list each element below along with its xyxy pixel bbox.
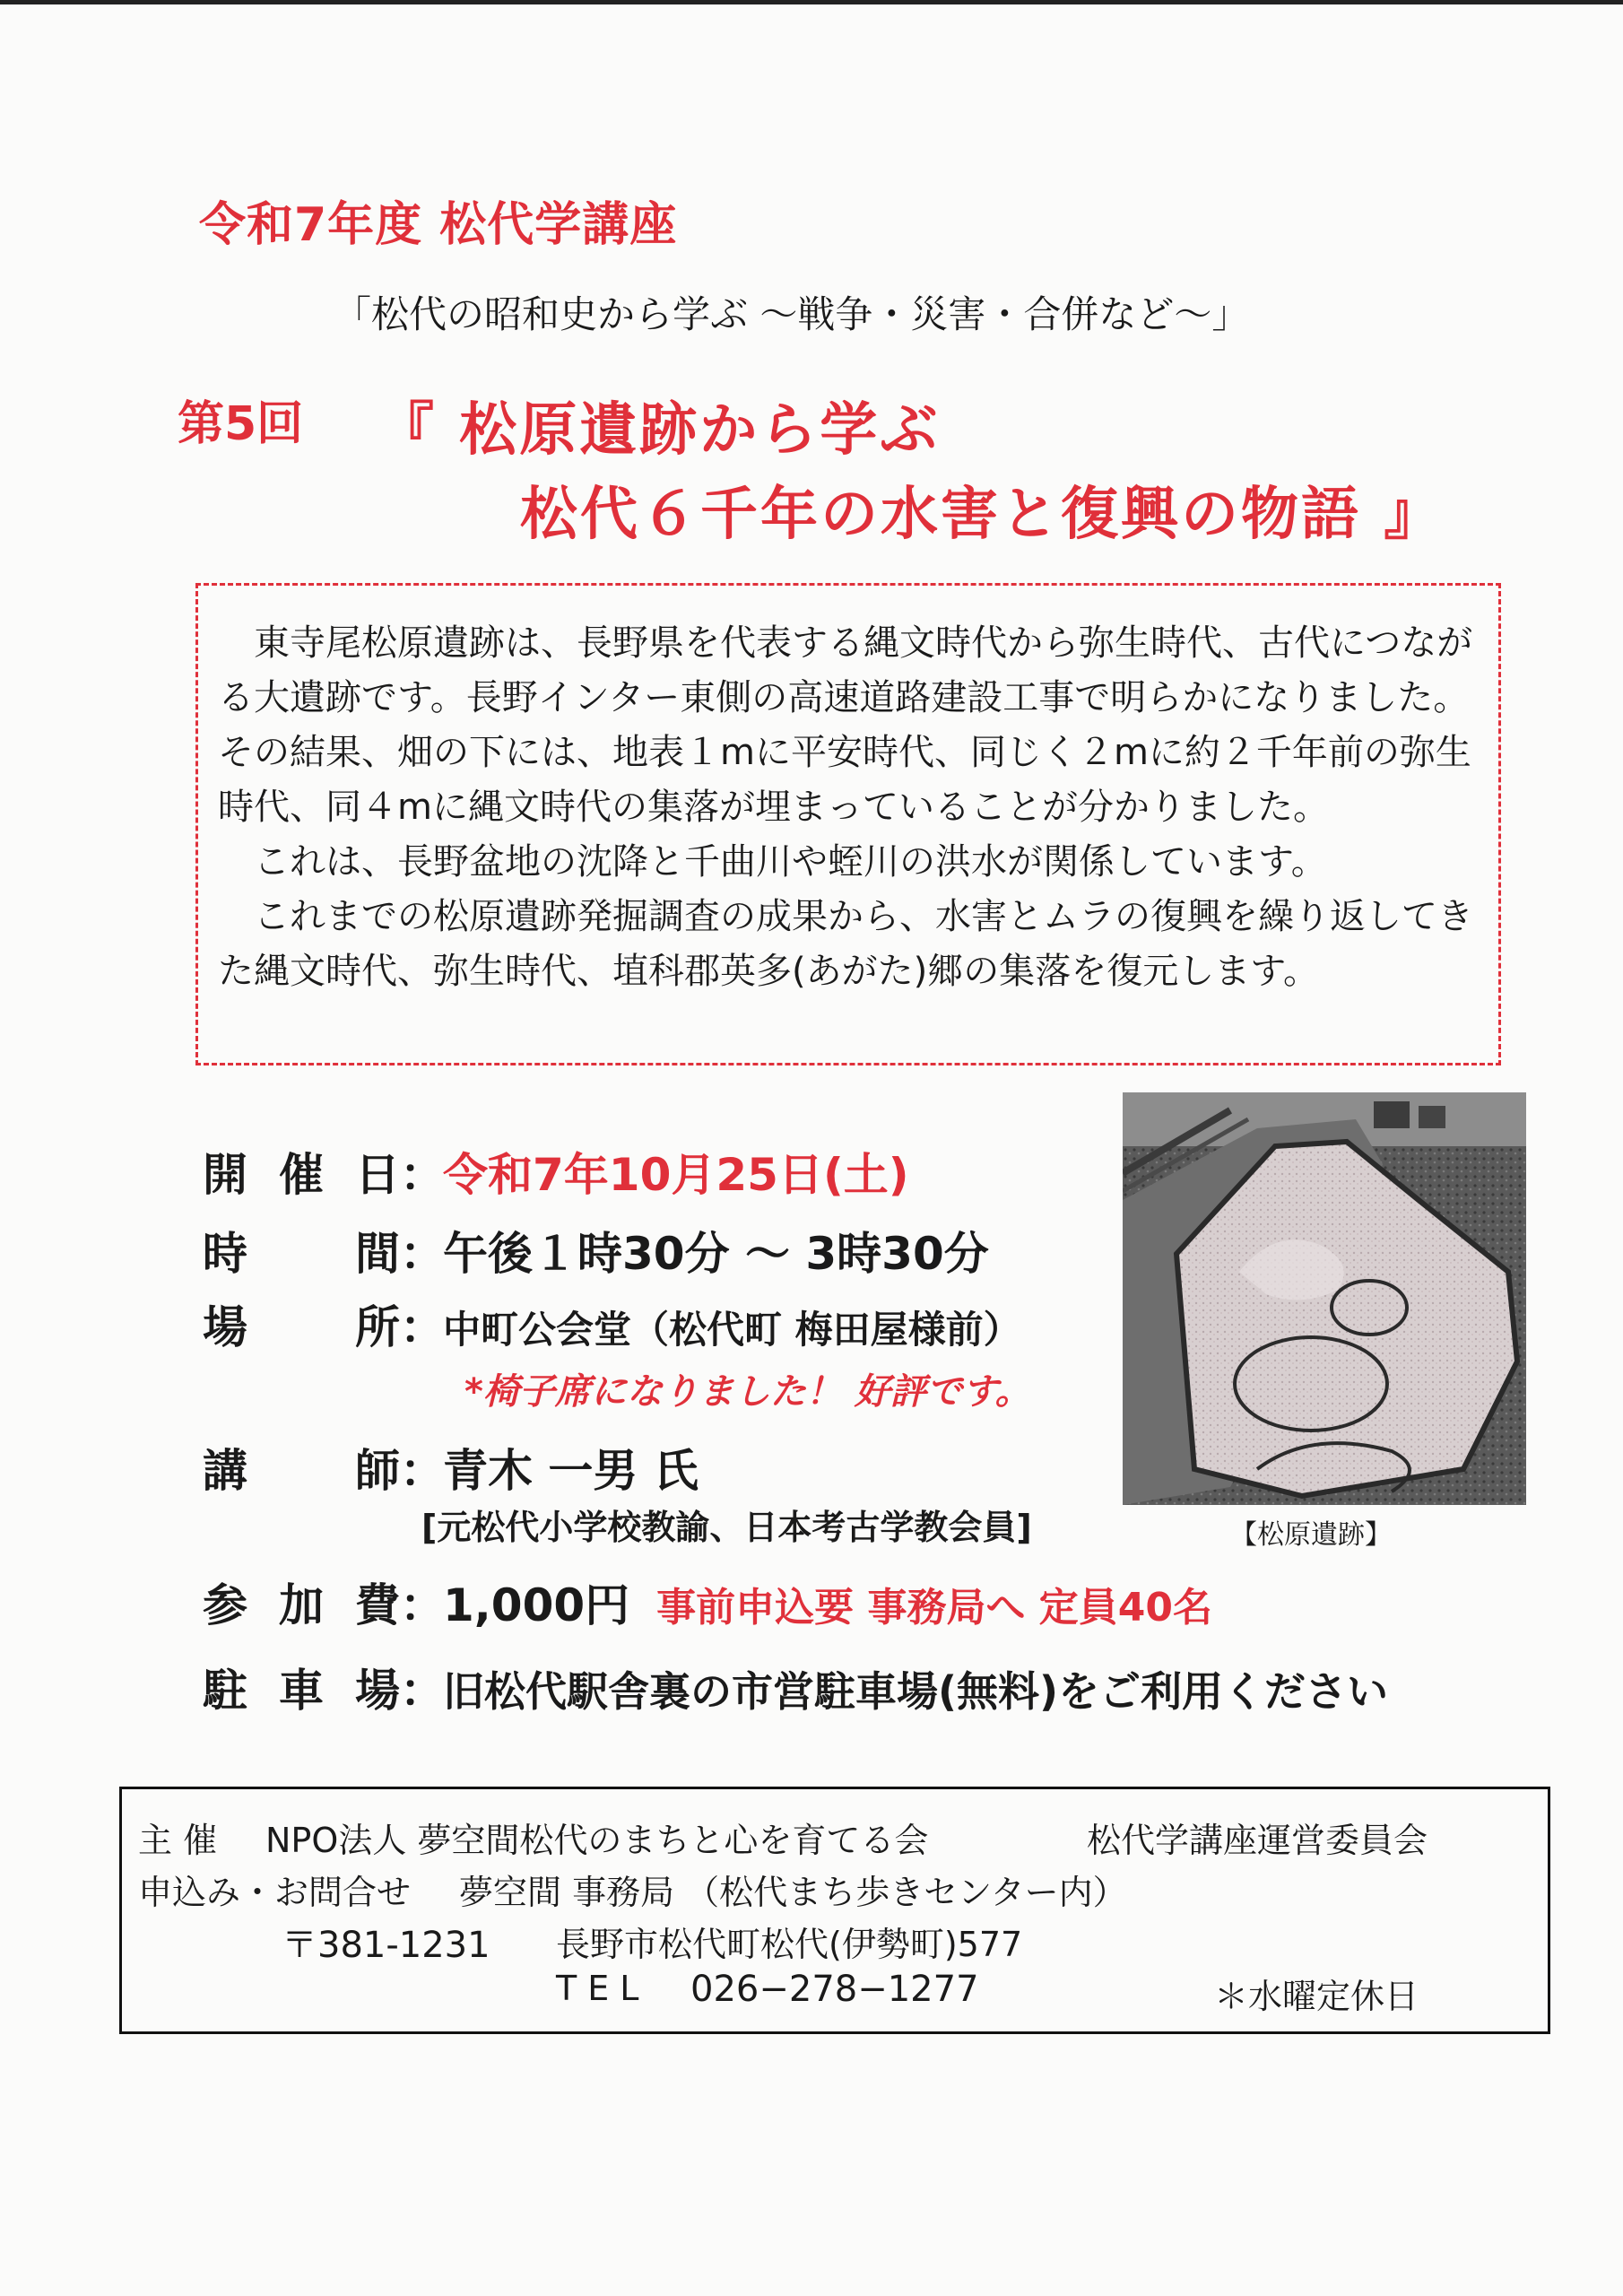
date-label: 開催日 xyxy=(203,1149,400,1201)
tel-number: 026−278−1277 xyxy=(690,1969,979,2010)
time-row xyxy=(203,1218,989,1283)
description-paragraph: これまでの松原遺跡発掘調査の成果から、水害とムラの復興を繰り返してきた縄文時代、弥生時代、埴科郡英多(あがた)郷の集落を復元します。 xyxy=(218,896,1473,992)
time-label: 時間 xyxy=(203,1228,400,1280)
place-colon: ： xyxy=(400,1301,445,1353)
parking-value: 旧松代駅舎裏の市営駐車場(無料)をご利用ください xyxy=(443,1667,1389,1716)
fee-row xyxy=(203,1570,1212,1634)
session-number: 第5回 xyxy=(178,397,304,451)
lecturer-name: 青木 一男 氏 xyxy=(443,1445,699,1497)
parking-row xyxy=(203,1655,1388,1719)
seating-note: *椅子席になりました！ 好評です。 xyxy=(464,1371,1031,1413)
date-row xyxy=(203,1139,909,1204)
fee-value: 1,000円 xyxy=(443,1579,630,1631)
address: 長野市松代町松代(伊勢町)577 xyxy=(556,1925,1023,1964)
lecture-title-line-1: 『 松原遺跡から学ぶ xyxy=(377,397,941,464)
contact-info-box xyxy=(119,1787,1550,2034)
place-row xyxy=(203,1292,1021,1356)
place-label: 場所 xyxy=(203,1301,400,1353)
tel-label: TEL xyxy=(556,1969,650,2008)
excavation-site-image xyxy=(1123,1092,1526,1505)
description-paragraph: これは、長野盆地の沈降と千曲川や蛭川の洪水が関係しています。 xyxy=(254,841,1327,883)
lecture-title-line-2: 松代６千年の水害と復興の物語 』 xyxy=(520,482,1445,548)
lecturer-colon: ： xyxy=(400,1445,445,1497)
parking-colon: ： xyxy=(400,1665,445,1717)
series-title: 令和7年度 松代学講座 xyxy=(199,198,678,252)
description-paragraph: 東寺尾松原遺跡は、長野県を代表する縄文時代から弥生時代、古代につながる大遺跡です。長野インター東側の高速道路建設工事で明らかになりました。その結果、畑の下には、地表１mに平安時代、同じく２mに約２千年前の弥生時代、同４mに縄文時代の集落が埋まっていることが分かりました。 xyxy=(218,622,1473,828)
fee-colon: ： xyxy=(400,1579,445,1631)
photo-caption: 【松原遺跡】 xyxy=(1230,1519,1392,1551)
host-committee: 松代学講座運営委員会 xyxy=(1087,1821,1428,1860)
host-label: 主 催 xyxy=(138,1821,218,1860)
date-colon: ： xyxy=(400,1149,445,1201)
fee-label: 参加費 xyxy=(203,1579,400,1631)
top-border-line xyxy=(0,0,1623,4)
excavation-photo xyxy=(1123,1092,1526,1505)
time-value: 午後１時30分 ～ 3時30分 xyxy=(443,1228,989,1280)
description-box xyxy=(195,583,1501,1065)
date-value: 令和7年10月25日(土) xyxy=(443,1149,909,1201)
lecturer-row xyxy=(203,1435,699,1500)
contact-office: 夢空間 事務局 （松代まち歩きセンター内） xyxy=(459,1873,1127,1912)
lecturer-affiliation: [元松代小学校教諭、日本考古学教会員] xyxy=(421,1508,1032,1547)
time-colon: ： xyxy=(400,1228,445,1280)
closed-day-note: ＊水曜定休日 xyxy=(1214,1977,1419,2016)
lecturer-label: 講師 xyxy=(203,1445,400,1497)
parking-label: 駐車場 xyxy=(203,1665,400,1717)
lecture-theme: 「松代の昭和史から学ぶ ～戦争・災害・合併など～」 xyxy=(334,292,1250,336)
host-organization: NPO法人 夢空間松代のまちと心を育てる会 xyxy=(265,1821,929,1860)
contact-label: 申込み・お問合せ xyxy=(138,1873,412,1912)
postal-code: 〒381-1231 xyxy=(282,1925,490,1966)
fee-note: 事前申込要 事務局へ 定員40名 xyxy=(656,1585,1213,1631)
place-value: 中町公会堂（松代町 梅田屋様前） xyxy=(443,1308,1021,1352)
